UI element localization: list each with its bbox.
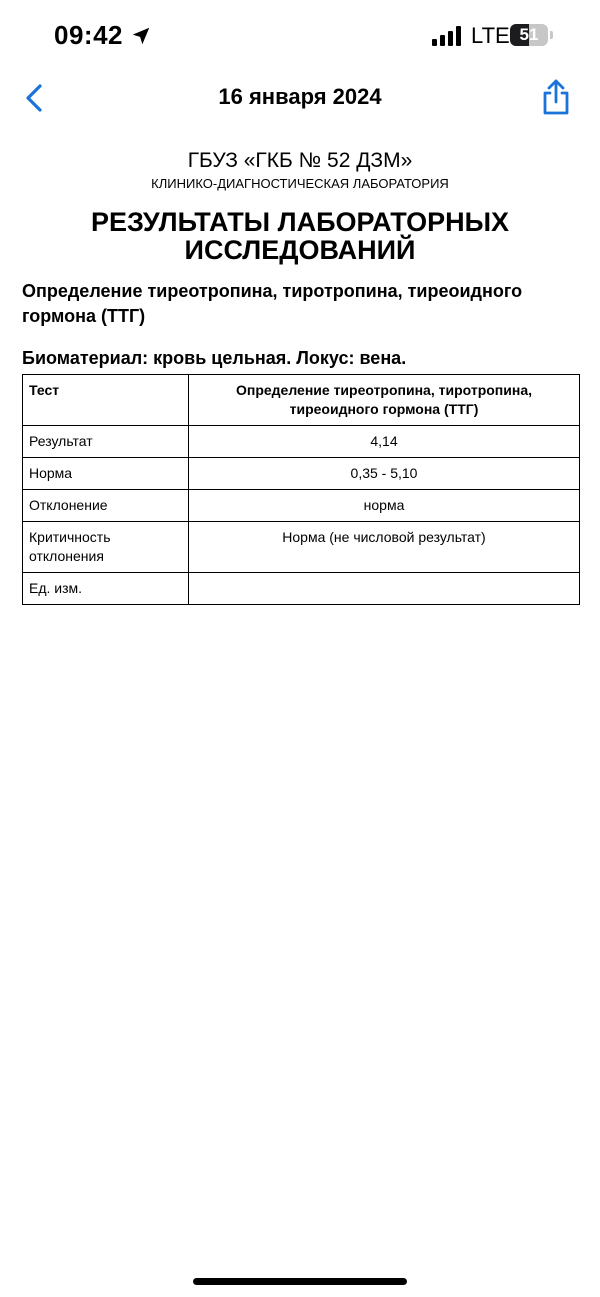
row-label: Отклонение xyxy=(23,490,189,522)
org-name: ГБУЗ «ГКБ № 52 ДЗМ» xyxy=(187,149,413,172)
lab-name: КЛИНИКО-ДИАГНОСТИЧЕСКАЯ ЛАБОРАТОРИЯ xyxy=(151,176,449,191)
table-row xyxy=(23,522,580,573)
table-row xyxy=(23,458,580,490)
row-value: 0,35 - 5,10 xyxy=(189,458,580,490)
document-title: РЕЗУЛЬТАТЫ ЛАБОРАТОРНЫХ ИССЛЕДОВАНИЙ xyxy=(90,207,510,265)
table-header-value: Определение тиреотропина, тиротропина, тиреоидного гормона (ТТГ) xyxy=(189,375,580,426)
page-title: 16 января 2024 xyxy=(218,84,382,109)
home-indicator[interactable] xyxy=(193,1278,407,1285)
lab-report-document xyxy=(22,148,578,605)
network-label: LTE xyxy=(471,23,510,48)
battery-icon xyxy=(510,24,548,46)
test-name: Определение тиреотропина, тиротропина, тиреоидного гормона (ТТГ) xyxy=(22,281,523,326)
row-value: норма xyxy=(189,490,580,522)
status-time: 09:42 xyxy=(54,20,123,50)
row-value: Норма (не числовой результат) xyxy=(189,522,580,573)
row-label: Ед. изм. xyxy=(23,573,189,605)
row-value xyxy=(189,573,580,605)
location-arrow-icon xyxy=(130,25,152,47)
row-value: 4,14 xyxy=(189,426,580,458)
row-label: Результат xyxy=(23,426,189,458)
results-table xyxy=(22,374,580,605)
nav-bar xyxy=(0,70,600,126)
table-row xyxy=(23,426,580,458)
row-label: Критичность отклонения xyxy=(23,522,189,573)
table-row xyxy=(23,573,580,605)
table-header-label: Тест xyxy=(23,375,189,426)
row-label: Норма xyxy=(23,458,189,490)
status-bar xyxy=(0,0,600,70)
signal-icon xyxy=(432,26,464,46)
share-icon[interactable] xyxy=(538,78,574,116)
table-row xyxy=(23,490,580,522)
biomaterial: Биоматериал: кровь цельная. Локус: вена. xyxy=(22,348,407,368)
table-header-row xyxy=(23,375,580,426)
battery-level: 51 xyxy=(519,25,539,44)
battery-cap xyxy=(550,31,553,39)
